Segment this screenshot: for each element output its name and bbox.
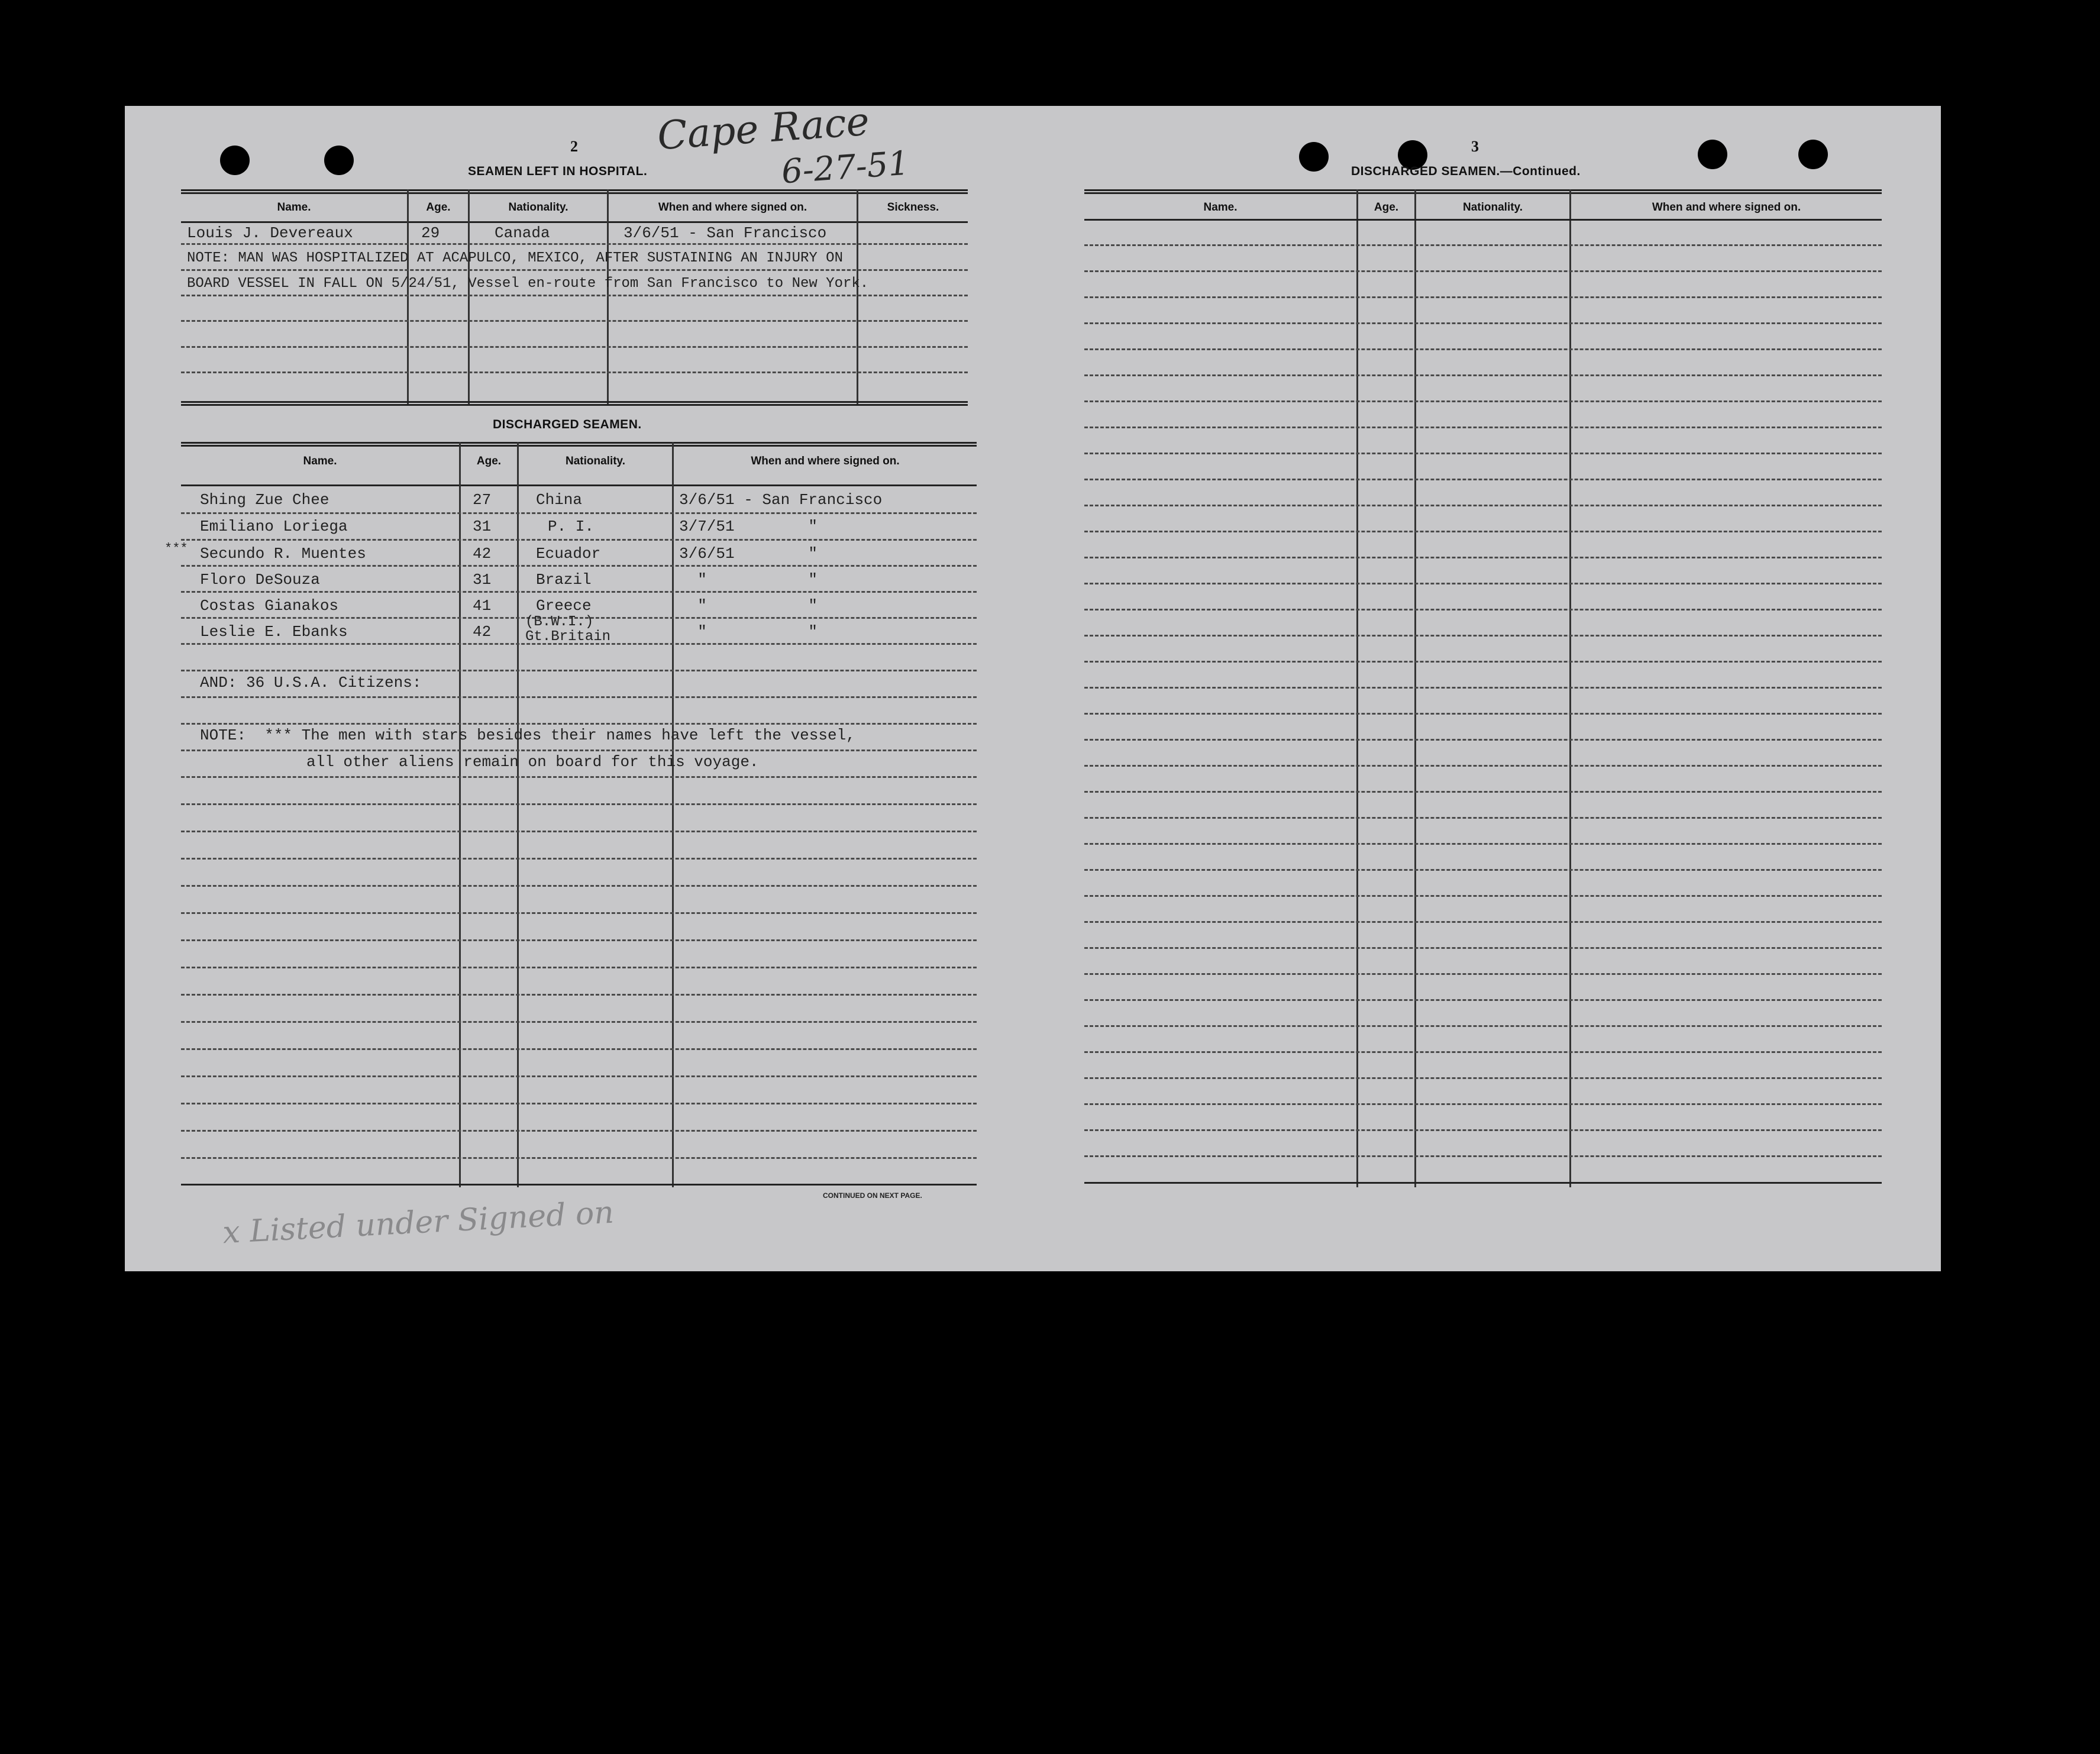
punch-hole bbox=[1798, 140, 1828, 169]
seaman-2-nationality: P. I. bbox=[548, 518, 595, 535]
seaman-4-nationality: Brazil bbox=[536, 571, 592, 589]
punch-hole bbox=[324, 146, 354, 175]
seaman-1-signed-on: 3/6/51 - San Francisco bbox=[679, 491, 883, 509]
col-header-signed-on: When and where signed on. bbox=[751, 455, 900, 467]
seaman-6-name: Leslie E. Ebanks bbox=[200, 623, 348, 641]
seaman-4-age: 31 bbox=[473, 571, 492, 589]
seaman-2-signed-on: 3/7/51 " bbox=[679, 518, 818, 535]
seaman-5-age: 41 bbox=[473, 597, 492, 615]
col-header-nationality: Nationality. bbox=[566, 455, 625, 467]
hospital-note-line-1: NOTE: MAN WAS HOSPITALIZED AT ACAPULCO, MEXICO, AFTER SUSTAINING AN INJURY ON bbox=[187, 250, 843, 266]
continued-note: CONTINUED ON NEXT PAGE. bbox=[823, 1191, 922, 1200]
right-page-title: DISCHARGED SEAMEN.—Continued. bbox=[1351, 164, 1581, 178]
right-page-number: 3 bbox=[1471, 138, 1479, 155]
col-header-name: Name. bbox=[303, 455, 337, 467]
punch-hole bbox=[220, 146, 250, 175]
seaman-6-age: 42 bbox=[473, 623, 492, 641]
punch-hole bbox=[1698, 140, 1727, 169]
seaman-3-age: 42 bbox=[473, 545, 492, 563]
seaman-4-signed-on: " " bbox=[679, 571, 818, 589]
col-header-age: Age. bbox=[476, 455, 502, 467]
seaman-6-signed-on: " " bbox=[679, 623, 818, 641]
seaman-3-name: Secundo R. Muentes bbox=[200, 545, 366, 563]
hospital-age: 29 bbox=[421, 224, 440, 242]
discharged-continued-table bbox=[1084, 189, 1882, 1187]
seaman-1-age: 27 bbox=[473, 491, 492, 509]
document-sheet bbox=[125, 98, 1941, 1271]
hospital-table bbox=[181, 189, 968, 406]
punch-hole bbox=[1299, 142, 1329, 172]
left-page-number: 2 bbox=[570, 138, 578, 155]
hospital-nationality: Canada bbox=[495, 224, 550, 242]
seaman-2-age: 31 bbox=[473, 518, 492, 535]
seaman-3-star-mark: *** bbox=[164, 541, 188, 556]
col-header-name: Name. bbox=[1203, 201, 1238, 214]
seaman-1-nationality: China bbox=[536, 491, 583, 509]
left-page-title: SEAMEN LEFT IN HOSPITAL. bbox=[468, 164, 648, 178]
discharged-table bbox=[164, 442, 977, 1187]
seaman-2-name: Emiliano Loriega bbox=[200, 518, 348, 535]
hospital-note-line-2: BOARD VESSEL IN FALL ON 5/24/51, Vessel en-route from San Francisco to New York. bbox=[187, 276, 869, 292]
handwritten-date: 6-27-51 bbox=[780, 144, 911, 192]
seaman-3-signed-on: 3/6/51 " bbox=[679, 545, 818, 563]
seaman-6-nationality: (B.W.I.) Gt.Britain bbox=[525, 614, 611, 645]
handwritten-ship-name: Cape Race bbox=[655, 98, 871, 159]
citizens-line: AND: 36 U.S.A. Citizens: bbox=[200, 674, 422, 692]
seaman-5-nationality: Greece bbox=[536, 597, 592, 615]
handwritten-footer: x Listed under Signed on bbox=[221, 1194, 615, 1251]
col-header-nationality: Nationality. bbox=[1463, 201, 1523, 214]
col-header-signed-on: When and where signed on. bbox=[1652, 201, 1801, 214]
col-header-signed-on: When and where signed on. bbox=[658, 201, 807, 214]
seaman-3-nationality: Ecuador bbox=[536, 545, 601, 563]
seaman-5-name: Costas Gianakos bbox=[200, 597, 339, 615]
col-header-age: Age. bbox=[1374, 201, 1399, 214]
col-header-age: Age. bbox=[426, 201, 451, 214]
seaman-5-signed-on: " " bbox=[679, 597, 818, 615]
col-header-nationality: Nationality. bbox=[508, 201, 568, 214]
col-header-name: Name. bbox=[277, 201, 311, 214]
discharged-title: DISCHARGED SEAMEN. bbox=[493, 418, 642, 431]
seaman-4-name: Floro DeSouza bbox=[200, 571, 320, 589]
seaman-1-name: Shing Zue Chee bbox=[200, 491, 329, 509]
hospital-signed-on: 3/6/51 - San Francisco bbox=[623, 224, 827, 242]
discharged-note-line-2: all other aliens remain on board for this voyage. bbox=[306, 753, 759, 771]
col-header-sickness: Sickness. bbox=[887, 201, 939, 214]
discharged-note-line-1: NOTE: *** The men with stars besides their names have left the vessel, bbox=[200, 726, 855, 744]
hospital-name: Louis J. Devereaux bbox=[187, 224, 353, 242]
